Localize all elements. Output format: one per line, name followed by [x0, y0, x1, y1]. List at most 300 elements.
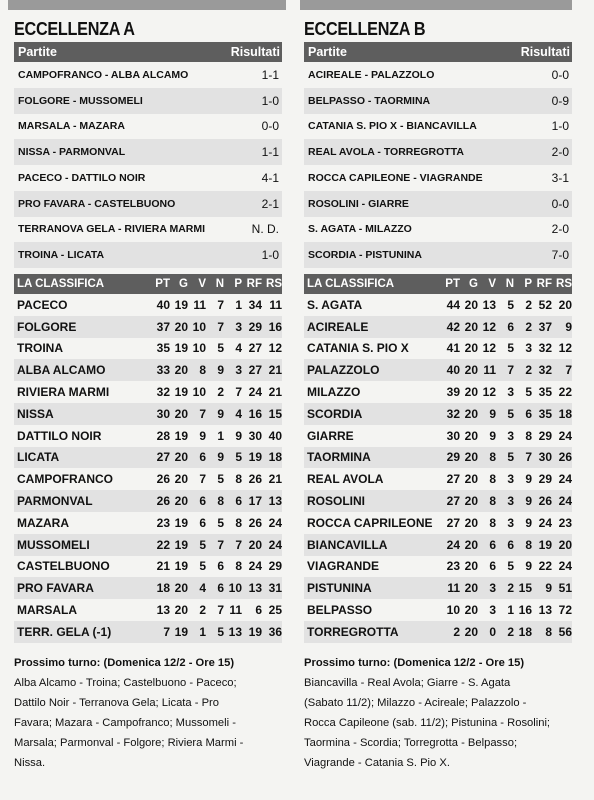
header-results-label: Risultati: [520, 45, 570, 59]
stat-cell: 8: [545, 624, 552, 639]
stat-cell: 9: [235, 428, 242, 443]
match-result: 2-0: [551, 222, 569, 237]
table-row: [304, 599, 572, 621]
match-result: 2-0: [551, 145, 569, 160]
stat-cell: 20: [174, 581, 188, 596]
stat-cell: 24: [268, 515, 282, 530]
stat-cell: 37: [156, 319, 170, 334]
table-row: [304, 294, 572, 316]
stat-cell: 20: [174, 450, 188, 465]
stat-cell: 42: [446, 319, 460, 334]
stat-cell: 23: [446, 559, 460, 574]
table-row: [14, 359, 282, 381]
column-header: PT: [155, 278, 170, 290]
stat-cell: 3: [525, 341, 532, 356]
match-result: 1-0: [261, 93, 279, 108]
team-name: ROCCA CAPRILEONE: [307, 515, 433, 530]
stat-cell: 12: [268, 341, 282, 356]
match-result: 4-1: [261, 170, 279, 185]
table-row: [304, 447, 572, 469]
stat-cell: 6: [217, 581, 224, 596]
team-name: VIAGRANDE: [307, 559, 380, 574]
stat-cell: 15: [268, 406, 282, 421]
stat-cell: 21: [268, 363, 282, 378]
stat-cell: 18: [268, 450, 282, 465]
table-row: [304, 403, 572, 425]
match-teams: TERRANOVA GELA - RIVIERA MARMI: [18, 223, 206, 236]
stat-cell: 6: [507, 537, 514, 552]
match-result: 0-0: [551, 196, 569, 211]
stat-cell: 8: [217, 494, 224, 509]
stat-cell: 5: [507, 559, 514, 574]
team-name: CAMPOFRANCO: [17, 472, 113, 487]
match-teams: NISSA - PARMONVAL: [18, 146, 126, 159]
team-name: PISTUNINA: [307, 581, 372, 596]
stat-cell: 5: [199, 559, 206, 574]
stat-cell: 10: [192, 341, 206, 356]
stat-cell: 2: [525, 297, 532, 312]
stat-cell: 18: [558, 406, 572, 421]
team-name: SCORDIA: [307, 406, 363, 421]
stat-cell: 24: [446, 537, 460, 552]
stat-cell: 10: [192, 319, 206, 334]
stat-cell: 11: [447, 581, 460, 596]
stat-cell: 20: [464, 385, 478, 400]
stat-cell: 9: [525, 559, 532, 574]
standings-header: [14, 274, 282, 294]
stat-cell: 2: [525, 363, 532, 378]
stat-cell: 21: [268, 385, 282, 400]
stat-cell: 5: [507, 297, 514, 312]
match-teams: SCORDIA - PISTUNINA: [308, 249, 422, 262]
stat-cell: 7: [217, 319, 224, 334]
match-result: 7-0: [551, 248, 569, 263]
stat-cell: 7: [217, 297, 224, 312]
stat-cell: 51: [558, 581, 572, 596]
stat-cell: 19: [174, 385, 188, 400]
stat-cell: 24: [538, 515, 552, 530]
stat-cell: 20: [248, 537, 262, 552]
table-row: [14, 381, 282, 403]
stat-cell: 20: [464, 559, 478, 574]
stat-cell: 8: [489, 472, 496, 487]
stat-cell: 29: [538, 428, 552, 443]
stat-cell: 18: [518, 624, 532, 639]
match-row: [304, 217, 572, 243]
team-name: RIVIERA MARMI: [17, 385, 110, 400]
stat-cell: 19: [538, 537, 552, 552]
stat-cell: 2: [507, 624, 514, 639]
stat-cell: 9: [525, 472, 532, 487]
stat-cell: 1: [199, 624, 206, 639]
stat-cell: 19: [174, 297, 188, 312]
stat-cell: 24: [248, 559, 262, 574]
stat-cell: 3: [235, 319, 242, 334]
stat-cell: 27: [446, 472, 460, 487]
stat-cell: 9: [217, 450, 224, 465]
stat-cell: 5: [525, 385, 532, 400]
stat-cell: 10: [228, 581, 242, 596]
stat-cell: 13: [248, 581, 262, 596]
table-row: [14, 447, 282, 469]
stat-cell: 2: [525, 319, 532, 334]
team-name: MUSSOMELI: [17, 537, 90, 552]
stat-cell: 44: [446, 297, 460, 312]
stat-cell: 7: [235, 385, 242, 400]
stat-cell: 19: [174, 341, 188, 356]
match-row: [14, 242, 282, 268]
standings-table: [304, 274, 572, 643]
stat-cell: 20: [464, 537, 478, 552]
stat-cell: 18: [156, 581, 170, 596]
stat-cell: 3: [489, 603, 496, 618]
table-row: [304, 425, 572, 447]
stat-cell: 11: [483, 363, 496, 378]
table-row: [304, 359, 572, 381]
stat-cell: 28: [156, 428, 170, 443]
stat-cell: 29: [248, 319, 262, 334]
table-row: [14, 403, 282, 425]
stat-cell: 3: [235, 363, 242, 378]
stat-cell: 13: [268, 494, 282, 509]
match-result: N. D.: [251, 222, 279, 237]
stat-cell: 24: [558, 494, 572, 509]
stat-cell: 8: [489, 450, 496, 465]
stat-cell: 30: [446, 428, 460, 443]
stat-cell: 7: [217, 537, 224, 552]
match-teams: CAMPOFRANCO - ALBA ALCAMO: [18, 68, 189, 81]
stat-cell: 31: [268, 581, 282, 596]
matches-list: [14, 62, 282, 268]
table-row: [304, 316, 572, 338]
match-row: [14, 139, 282, 165]
next-round: [304, 653, 572, 773]
stat-cell: 9: [525, 494, 532, 509]
stat-cell: 20: [464, 319, 478, 334]
stat-cell: 29: [538, 472, 552, 487]
next-round-line: Marsala; Parmonval - Folgore; Riviera Marmi -: [14, 736, 244, 749]
top-bar-right: [300, 0, 572, 10]
stat-cell: 8: [199, 363, 206, 378]
table-row: [14, 512, 282, 534]
stat-cell: 27: [248, 341, 262, 356]
next-round-line: Rocca Capileone (sab. 11/2); Pistunina - Rosolini;: [304, 716, 551, 729]
top-bar-left: [8, 0, 286, 10]
team-name: REAL AVOLA: [307, 472, 384, 487]
match-teams: TROINA - LICATA: [18, 249, 105, 262]
team-name: MARSALA: [17, 603, 77, 618]
match-row: [14, 165, 282, 191]
column-header: RS: [266, 278, 282, 290]
stat-cell: 4: [199, 581, 206, 596]
stat-cell: 7: [199, 406, 206, 421]
column-header: G: [469, 278, 478, 290]
match-row: [304, 88, 572, 114]
match-teams: MARSALA - MAZARA: [18, 120, 125, 133]
stat-cell: 19: [248, 450, 262, 465]
next-round-title: Prossimo turno: (Domenica 12/2 - Ore 15): [14, 656, 235, 669]
stat-cell: 6: [507, 319, 514, 334]
stat-cell: 24: [268, 537, 282, 552]
stat-cell: 10: [446, 603, 460, 618]
match-row: [304, 62, 572, 88]
stat-cell: 24: [558, 428, 572, 443]
stat-cell: 20: [464, 603, 478, 618]
stat-cell: 20: [558, 537, 572, 552]
stat-cell: 20: [464, 341, 478, 356]
stat-cell: 21: [156, 559, 170, 574]
stat-cell: 6: [199, 450, 206, 465]
stat-cell: 8: [235, 472, 242, 487]
stat-cell: 8: [489, 494, 496, 509]
stat-cell: 41: [446, 341, 460, 356]
stat-cell: 15: [518, 581, 532, 596]
stat-cell: 23: [558, 515, 572, 530]
match-row: [304, 242, 572, 268]
stat-cell: 32: [538, 341, 552, 356]
team-name: PACECO: [17, 297, 68, 312]
stat-cell: 17: [248, 494, 262, 509]
match-result: 2-1: [261, 196, 279, 211]
match-result: 1-1: [261, 67, 279, 82]
next-round-line: Biancavilla - Real Avola; Giarre - S. Agata: [304, 676, 511, 689]
table-row: [304, 338, 572, 360]
match-row: [14, 88, 282, 114]
stat-cell: 5: [199, 537, 206, 552]
table-row: [304, 556, 572, 578]
team-name: TROINA: [17, 341, 63, 356]
stat-cell: 11: [269, 297, 282, 312]
table-row: [304, 381, 572, 403]
stat-cell: 7: [565, 363, 572, 378]
stat-cell: 40: [268, 428, 282, 443]
stat-cell: 27: [248, 363, 262, 378]
stat-cell: 20: [464, 406, 478, 421]
stat-cell: 34: [248, 297, 262, 312]
stat-cell: 6: [489, 537, 496, 552]
stat-cell: 24: [248, 385, 262, 400]
stat-cell: 3: [489, 581, 496, 596]
table-row: [14, 490, 282, 512]
standings-title: LA CLASSIFICA: [17, 278, 105, 290]
table-row: [14, 599, 282, 621]
stat-cell: 9: [217, 406, 224, 421]
column-header: P: [524, 278, 532, 290]
team-name: DATTILO NOIR: [17, 428, 102, 443]
stat-cell: 22: [558, 385, 572, 400]
header-results-label: Risultati: [230, 45, 280, 59]
stat-cell: 22: [156, 537, 170, 552]
stat-cell: 20: [558, 297, 572, 312]
team-name: PALAZZOLO: [307, 363, 380, 378]
match-result: 1-1: [261, 145, 279, 160]
stat-cell: 8: [525, 537, 532, 552]
next-round-line: Alba Alcamo - Troina; Castelbuono - Paceco;: [14, 676, 237, 689]
match-teams: ACIREALE - PALAZZOLO: [308, 68, 435, 81]
table-row: [304, 577, 572, 599]
team-name: TERR. GELA (-1): [17, 624, 112, 639]
stat-cell: 9: [489, 406, 496, 421]
column-header: RS: [556, 278, 572, 290]
next-round-line: (Sabato 11/2); Milazzo - Acireale; Palazzolo -: [304, 696, 527, 709]
stat-cell: 8: [489, 515, 496, 530]
team-name: GIARRE: [307, 428, 354, 443]
stat-cell: 52: [538, 297, 552, 312]
stat-cell: 19: [174, 537, 188, 552]
stat-cell: 20: [174, 472, 188, 487]
stat-cell: 5: [217, 624, 224, 639]
team-name: CATANIA S. PIO X: [307, 341, 409, 356]
stat-cell: 21: [268, 472, 282, 487]
match-row: [14, 62, 282, 88]
standings-title: LA CLASSIFICA: [307, 278, 395, 290]
stat-cell: 9: [199, 428, 206, 443]
stat-cell: 20: [464, 624, 478, 639]
stat-cell: 29: [446, 450, 460, 465]
next-round-title: Prossimo turno: (Domenica 12/2 - Ore 15): [304, 656, 525, 669]
stat-cell: 9: [525, 515, 532, 530]
column-header: V: [488, 278, 496, 290]
team-name: TORREGROTTA: [307, 624, 399, 639]
stat-cell: 26: [248, 472, 262, 487]
stat-cell: 39: [446, 385, 460, 400]
column-header: P: [234, 278, 242, 290]
table-row: [14, 425, 282, 447]
stat-cell: 3: [507, 494, 514, 509]
stat-cell: 32: [446, 406, 460, 421]
stat-cell: 40: [156, 297, 170, 312]
stat-cell: 35: [156, 341, 170, 356]
team-name: ALBA ALCAMO: [17, 363, 106, 378]
header-matches-label: Partite: [308, 45, 347, 59]
stat-cell: 26: [156, 494, 170, 509]
stat-cell: 6: [199, 494, 206, 509]
table-row: [14, 294, 282, 316]
stat-cell: 12: [482, 341, 496, 356]
stat-cell: 7: [235, 537, 242, 552]
stat-cell: 19: [174, 559, 188, 574]
column-header: N: [215, 278, 224, 290]
stat-cell: 3: [507, 472, 514, 487]
matches-list: [304, 62, 572, 268]
team-name: BIANCAVILLA: [307, 537, 388, 552]
team-name: PRO FAVARA: [17, 581, 94, 596]
match-result: 0-0: [261, 119, 279, 134]
match-result: 0-9: [551, 93, 569, 108]
team-name: MAZARA: [17, 515, 69, 530]
stat-cell: 20: [174, 363, 188, 378]
next-round-line: Nissa.: [14, 756, 46, 769]
table-row: [14, 556, 282, 578]
stat-cell: 5: [507, 341, 514, 356]
table-row: [14, 621, 282, 643]
team-name: ROSOLINI: [307, 494, 366, 509]
column-header: G: [179, 278, 188, 290]
stat-cell: 24: [558, 472, 572, 487]
match-teams: ROSOLINI - GIARRE: [308, 197, 409, 210]
stat-cell: 72: [558, 603, 572, 618]
stat-cell: 27: [446, 515, 460, 530]
match-teams: FOLGORE - MUSSOMELI: [18, 94, 143, 107]
column-header: PT: [445, 278, 460, 290]
stat-cell: 12: [482, 319, 496, 334]
stat-cell: 22: [538, 559, 552, 574]
stat-cell: 24: [558, 559, 572, 574]
match-row: [14, 217, 282, 243]
match-result: 1-0: [261, 248, 279, 263]
stat-cell: 30: [538, 450, 552, 465]
stat-cell: 20: [464, 363, 478, 378]
stat-cell: 9: [565, 319, 572, 334]
stat-cell: 30: [248, 428, 262, 443]
stat-cell: 20: [464, 581, 478, 596]
stat-cell: 29: [268, 559, 282, 574]
stat-cell: 8: [525, 428, 532, 443]
stat-cell: 5: [507, 406, 514, 421]
match-row: [14, 114, 282, 140]
section-title: ECCELLENZA A: [14, 19, 135, 39]
stat-cell: 32: [156, 385, 170, 400]
stat-cell: 35: [538, 406, 552, 421]
column-eccellenza-b: [304, 18, 572, 773]
stat-cell: 6: [199, 515, 206, 530]
standings-table: [14, 274, 282, 643]
stat-cell: 5: [217, 515, 224, 530]
stat-cell: 5: [507, 450, 514, 465]
stat-cell: 20: [174, 406, 188, 421]
stat-cell: 30: [156, 406, 170, 421]
stat-cell: 20: [464, 494, 478, 509]
team-name: NISSA: [17, 406, 54, 421]
standings-rows: [14, 294, 282, 643]
team-name: BELPASSO: [307, 603, 373, 618]
table-row: [14, 577, 282, 599]
stat-cell: 25: [268, 603, 282, 618]
stat-cell: 20: [174, 603, 188, 618]
column-eccellenza-a: [14, 18, 282, 773]
stat-cell: 2: [217, 385, 224, 400]
match-teams: BELPASSO - TAORMINA: [308, 94, 431, 107]
table-row: [304, 534, 572, 556]
stat-cell: 5: [235, 450, 242, 465]
stat-cell: 11: [229, 603, 242, 618]
stat-cell: 8: [235, 515, 242, 530]
stat-cell: 26: [156, 472, 170, 487]
table-row: [14, 338, 282, 360]
team-name: LICATA: [17, 450, 60, 465]
matches-header: [14, 42, 282, 62]
stat-cell: 26: [248, 515, 262, 530]
match-row: [14, 191, 282, 217]
stat-cell: 4: [235, 406, 242, 421]
header-matches-label: Partite: [18, 45, 57, 59]
match-result: 3-1: [551, 170, 569, 185]
stat-cell: 7: [507, 363, 514, 378]
column-header: V: [198, 278, 206, 290]
next-round-line: Taormina - Scordia; Torregrotta - Belpasso;: [304, 736, 518, 749]
match-teams: REAL AVOLA - TORREGROTTA: [308, 146, 464, 159]
team-name: TAORMINA: [307, 450, 371, 465]
stat-cell: 12: [558, 341, 572, 356]
match-row: [304, 139, 572, 165]
stat-cell: 20: [174, 319, 188, 334]
section-title: ECCELLENZA B: [304, 19, 426, 39]
stat-cell: 19: [248, 624, 262, 639]
column-header: RF: [536, 278, 552, 290]
stat-cell: 13: [538, 603, 552, 618]
stat-cell: 35: [538, 385, 552, 400]
next-round: [14, 653, 282, 773]
